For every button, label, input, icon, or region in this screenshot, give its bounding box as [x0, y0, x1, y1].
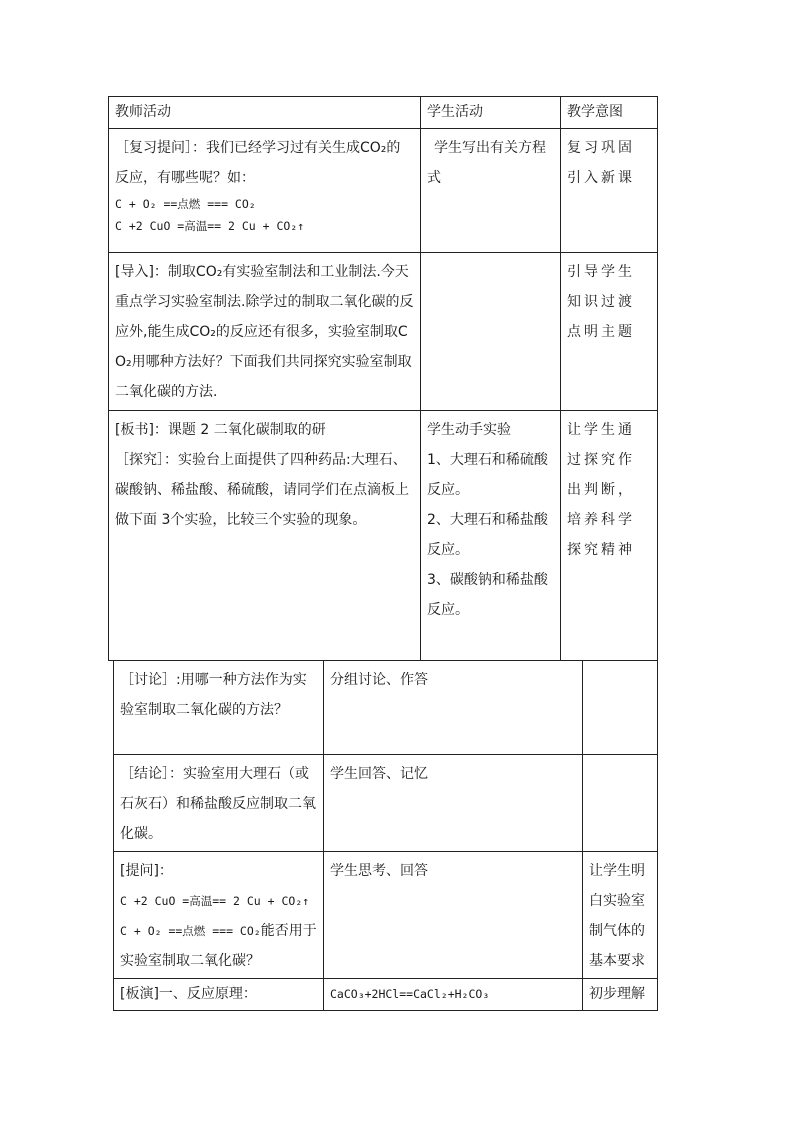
equation-combustion: C + O₂ ==点燃 === CO₂: [120, 924, 261, 938]
teacher-cell: [114, 852, 324, 979]
equation-reduction: C +2 CuO =高温== 2 Cu + CO₂↑: [115, 219, 305, 233]
table-row: [114, 979, 658, 1011]
student-cell: 学生思考、回答: [324, 852, 583, 979]
table-row: [114, 852, 658, 979]
intent-cell: 让学生明白实验室制气体的基本要求: [583, 852, 658, 979]
table-row: [109, 411, 658, 661]
lesson-plan-table-1: [108, 96, 658, 661]
list-item: 1、大理石和稀硫酸反应。: [427, 452, 548, 498]
table-header-row: [109, 97, 658, 129]
question-title: [提问]：: [120, 863, 173, 879]
board-writing-text: [板书]：课题 2 二氧化碳制取的研: [115, 422, 326, 438]
header-teaching-intent: 教学意图: [561, 97, 658, 129]
intent-cell: [561, 253, 658, 411]
equation-combustion: C + O₂ ==点燃 === CO₂: [115, 197, 256, 211]
student-cell: [324, 979, 583, 1011]
teacher-cell: [109, 411, 421, 661]
intent-cell: [583, 755, 658, 852]
student-cell: [421, 411, 561, 661]
intent-text: 复习巩固引入新课: [567, 140, 635, 186]
header-student-activity: 学生活动: [421, 97, 561, 129]
student-cell: [421, 129, 561, 253]
student-cell: 分组讨论、作答: [324, 661, 583, 755]
reaction-equation: CaCO₃+2HCl==CaCl₂+H₂CO₃: [330, 987, 490, 1001]
header-teacher-activity: 教师活动: [109, 97, 421, 129]
lesson-plan-table-2: [113, 660, 658, 1011]
student-activity-title: 学生动手实验: [427, 422, 511, 438]
table-row: [114, 755, 658, 852]
question-text: 能否用于实验室制取二氧化碳？: [120, 923, 317, 969]
student-cell: 学生回答、记忆: [324, 755, 583, 852]
teacher-cell: [板演]一、反应原理：: [114, 979, 324, 1011]
student-activity-text: 学生写出有关方程式: [427, 140, 546, 186]
list-item: 2、大理石和稀盐酸反应。: [427, 512, 548, 558]
student-cell: [421, 253, 561, 411]
teacher-cell: ［讨论］:用哪一种方法作为实验室制取二氧化碳的方法？: [114, 661, 324, 755]
explore-text: ［探究］：实验台上面提供了四种药品:大理石、碳酸钠、稀盐酸、稀硫酸，请同学们在点滴板上做下面 3个实验，比较三个实验的现象。: [115, 452, 409, 528]
table-row: [114, 661, 658, 755]
table-row: [109, 253, 658, 411]
intent-cell: [583, 661, 658, 755]
intent-cell: [561, 411, 658, 661]
intent-cell: [561, 129, 658, 253]
teacher-cell: ［结论］：实验室用大理石（或石灰石）和稀盐酸反应制取二氧化碳。: [114, 755, 324, 852]
intent-cell: 初步理解: [583, 979, 658, 1011]
intent-text: 让学生通过探究作出判断，培养科学探究精神: [567, 422, 635, 558]
intent-text: 引导学生知识过渡点明主题: [567, 264, 635, 340]
list-item: 3、碳酸钠和稀盐酸反应。: [427, 572, 548, 618]
equation-reduction: C +2 CuO =高温== 2 Cu + CO₂↑: [120, 894, 310, 908]
teacher-cell: [导入]：制取CO₂有实验室制法和工业制法.今天重点学习实验室制法.除学过的制取二氧化碳的反应外,能生成CO₂的反应还有很多，实验室制取CO₂用哪种方法好？下面我们共同探究实验室制取二氧化碳的方法.: [109, 253, 421, 411]
table-row: [109, 129, 658, 253]
review-question-text: ［复习提问］：我们已经学习过有关生成CO₂的反应，有哪些呢？如：: [115, 140, 401, 186]
teacher-cell: [109, 129, 421, 253]
